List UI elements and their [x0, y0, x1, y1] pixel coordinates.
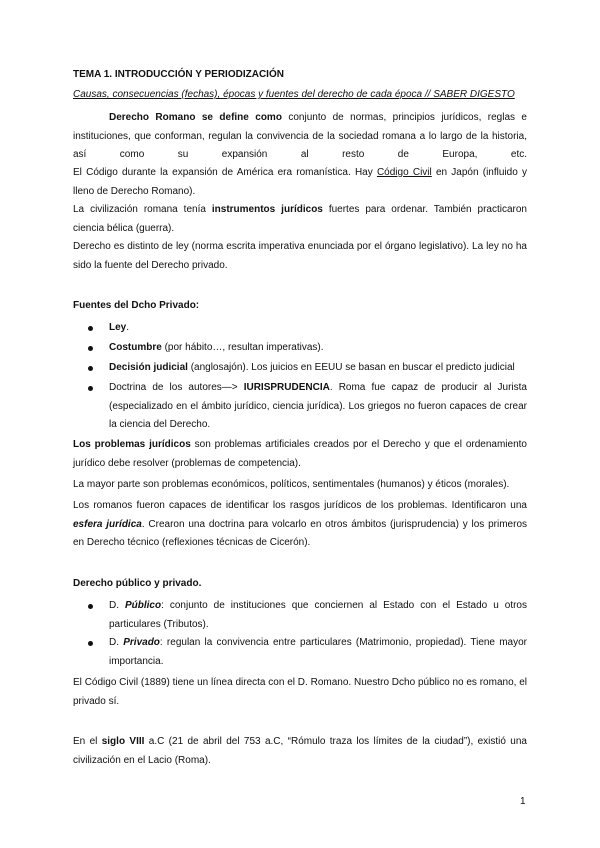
bullet-decision-term: Decisión judicial	[109, 362, 188, 373]
civilizacion-text-b: fuertes para ordenar. También practicaron ciencia bélica (guerra).	[73, 204, 527, 234]
iurisprudencia-term: IURISPRUDENCIA	[243, 382, 330, 393]
bullet-doctrina	[109, 379, 527, 435]
bullet-doctrina-text-a: Doctrina de los autores—>	[109, 382, 244, 393]
paragraph-civilizacion	[73, 201, 527, 238]
bullet-costumbre-term: Costumbre	[109, 342, 162, 353]
heading-derecho: Derecho público y privado.	[73, 578, 202, 589]
document-subtitle: Causas, consecuencias (fechas), épocas y fuentes del derecho de cada época // SABER DIGESTO	[73, 89, 515, 100]
bullet-ley	[109, 319, 527, 338]
siglo-text-b: a.C (21 de abril del 753 a.C, “Rómulo traza los límites de la ciudad”), existió una civilización en el Lacio (Roma).	[73, 736, 527, 766]
bullet-dot	[88, 346, 93, 351]
heading-fuentes: Fuentes del Dcho Privado:	[73, 300, 200, 311]
document-title: TEMA 1. INTRODUCCIÓN Y PERIODIZACIÓN	[73, 69, 284, 80]
page-number: 1	[520, 796, 526, 807]
romanos-text-a: Los romanos fueron capaces de identificar los rasgos jurídicos de los problemas. Identificaron una	[73, 500, 527, 511]
paragraph-romanos	[73, 497, 527, 553]
paragraph-codigo-civil-1889: El Código Civil (1889) tiene un línea directa con el D. Romano. Nuestro Dcho público no es romano, el privado sí.	[73, 677, 527, 707]
bullet-dot	[88, 326, 93, 331]
codigo-civil-link: Código Civil	[376, 167, 432, 178]
civilizacion-text-a: La civilización romana tenía	[73, 204, 212, 215]
bullet-privado	[109, 634, 527, 671]
instrumentos-term: instrumentos jurídicos	[211, 204, 323, 215]
publico-term: Público	[124, 600, 162, 611]
paragraph-siglo-viii	[73, 733, 527, 770]
definition-text: conjunto de normas, principios jurídicos, reglas e instituciones, que conforman, regulan la convivencia de la sociedad romana a lo largo de la historia, así como su expansión al resto de Europa, etc.	[73, 112, 527, 160]
bullet-dot	[88, 366, 93, 371]
bullet-ley-text: .	[126, 322, 130, 333]
codigo-text-a: El Código durante la expansión de América era romanística. Hay	[73, 167, 377, 178]
bullet-publico-text: : conjunto de instituciones que conciernen al Estado con el Estado u otros particulares (Tributos).	[109, 600, 527, 630]
paragraph-problemas	[73, 436, 527, 473]
esfera-juridica-term: esfera jurídica	[73, 518, 142, 530]
romanos-text-b: . Crearon una doctrina para volcarlo en otros ámbitos (jurisprudencia) y los primeros en Derecho técnico (reflexiones técnicas de Cicerón).	[73, 518, 528, 548]
bullet-publico	[109, 597, 527, 634]
bullet-doctrina-text-b: . Roma fue capaz de producir al Jurista (especializado en el ámbito jurídico, ciencia jurídica). Los griegos no fueron capaces de crear la ciencia del Derecho.	[109, 382, 527, 430]
bullet-dot	[88, 386, 93, 391]
paragraph-mayor-parte: La mayor parte son problemas económicos, políticos, sentimentales (humanos) y éticos (morales).	[73, 479, 510, 490]
paragraph-definition	[73, 109, 527, 165]
siglo-viii-term: siglo VIII	[101, 736, 145, 747]
siglo-text-a: En el	[73, 736, 102, 747]
bullet-privado-text: : regulan la convivencia entre particulares (Matrimonio, propiedad). Tiene mayor importancia.	[109, 637, 528, 667]
problemas-text: son problemas artificiales creados por el Derecho y que el ordenamiento jurídico debe resolver (problemas de competencia).	[73, 439, 527, 469]
bullet-decision	[109, 359, 527, 378]
problemas-term: Los problemas jurídicos	[73, 439, 191, 450]
paragraph-codigo	[73, 164, 527, 201]
paragraph-ley: Derecho es distinto de ley (norma escrita imperativa enunciada por el órgano legislativo). La ley no ha sido la fuente del Derecho privado.	[73, 241, 527, 271]
privado-term: Privado	[123, 637, 160, 648]
bullet-ley-term: Ley	[109, 322, 127, 333]
bullet-dot	[88, 604, 93, 609]
bullet-costumbre-text: (por hábito…, resultan imperativas).	[161, 342, 324, 353]
definition-term: Derecho Romano se define como	[109, 112, 282, 123]
codigo-text-b: en Japón (influido y lleno de Derecho Romano).	[73, 167, 527, 197]
bullet-costumbre	[109, 339, 527, 358]
bullet-publico-prefix: D.	[109, 600, 125, 611]
bullet-dot	[88, 641, 93, 646]
bullet-privado-prefix: D.	[109, 637, 124, 648]
bullet-decision-text: (anglosajón). Los juicios en EEUU se basan en buscar el predicto judicial	[187, 362, 515, 373]
